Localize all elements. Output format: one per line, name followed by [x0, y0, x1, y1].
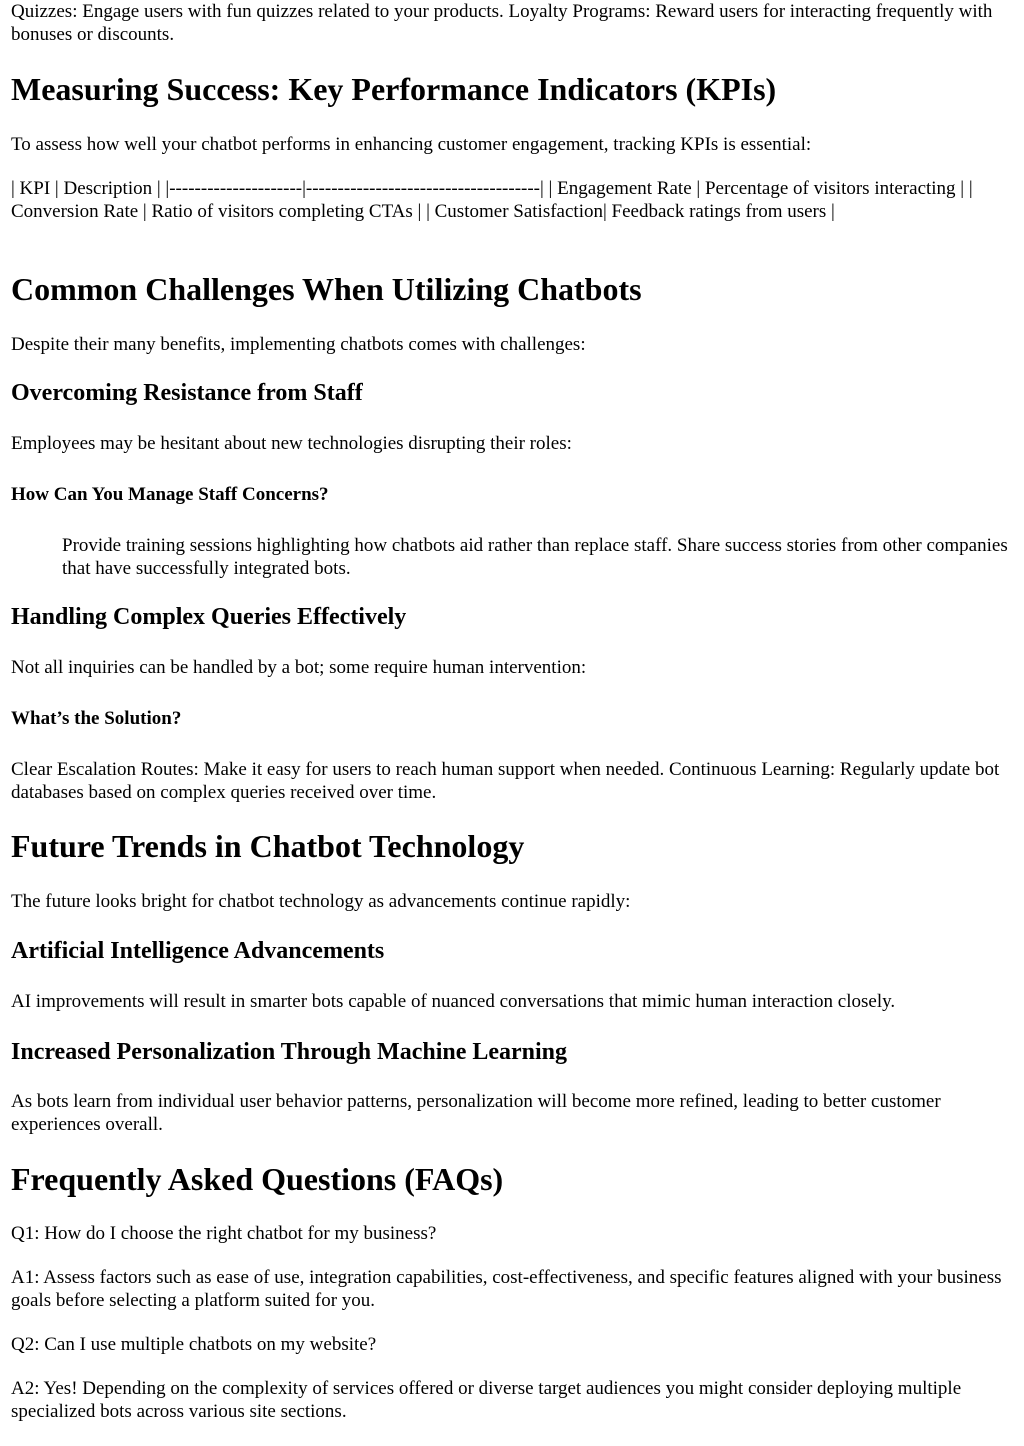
future-heading: Future Trends in Chatbot Technology [11, 828, 525, 864]
kpi-lead: To assess how well your chatbot performs in enhancing customer engagement, tracking KPIs is essential: [11, 134, 812, 155]
faq-answer-2: A2: Yes! Depending on the complexity of services offered or diverse target audiences you might consider deploying multiple specialized bots across various site sections. [11, 1378, 962, 1422]
future-lead: The future looks bright for chatbot technology as advancements continue rapidly: [11, 891, 631, 912]
challenges-heading: Common Challenges When Utilizing Chatbots [11, 271, 642, 307]
complex-queries-text: Not all inquiries can be handled by a bot; some require human intervention: [11, 657, 587, 678]
personalization-text: As bots learn from individual user behavior patterns, personalization will become more refined, leading to better customer experiences overall. [11, 1091, 941, 1135]
ai-heading: Artificial Intelligence Advancements [11, 938, 385, 964]
kpi-heading: Measuring Success: Key Performance Indicators (KPIs) [11, 71, 777, 107]
personalization-heading: Increased Personalization Through Machine Learning [11, 1039, 568, 1065]
faq-question-1: Q1: How do I choose the right chatbot for my business? [11, 1223, 437, 1244]
intro-paragraph: Quizzes: Engage users with fun quizzes related to your products. Loyalty Programs: Reward users for interacting frequently with bonuses or discounts. [11, 1, 993, 45]
staff-concerns-heading: How Can You Manage Staff Concerns? [11, 484, 329, 505]
faq-question-2: Q2: Can I use multiple chatbots on my website? [11, 1334, 377, 1355]
kpi-table-text: | KPI | Description | |---------------------|-------------------------------------| | Engagement Rate | Percentage of visitors interacting | | Conversion Rate | Ratio of visitors completing CTAs | | Customer Satisfaction| Feedback ratings from users | [11, 178, 973, 222]
ai-text: AI improvements will result in smarter bots capable of nuanced conversations that mimic human interaction closely. [11, 991, 896, 1012]
solution-heading: What’s the Solution? [11, 708, 182, 729]
challenges-lead: Despite their many benefits, implementing chatbots comes with challenges: [11, 334, 586, 355]
resistance-heading: Overcoming Resistance from Staff [11, 380, 363, 406]
faq-answer-1: A1: Assess factors such as ease of use, integration capabilities, cost-effectiveness, and specific features aligned with your business goals before selecting a platform suited for you. [11, 1267, 1002, 1311]
resistance-text: Employees may be hesitant about new technologies disrupting their roles: [11, 433, 572, 454]
faq-heading: Frequently Asked Questions (FAQs) [11, 1161, 504, 1197]
complex-queries-heading: Handling Complex Queries Effectively [11, 604, 407, 630]
staff-concerns-quote: Provide training sessions highlighting how chatbots aid rather than replace staff. Share success stories from other companies that have successfully integrated bots. [62, 535, 1008, 579]
solution-text: Clear Escalation Routes: Make it easy for users to reach human support when needed. Continuous Learning: Regularly update bot databases based on complex queries received over time. [11, 759, 1000, 803]
